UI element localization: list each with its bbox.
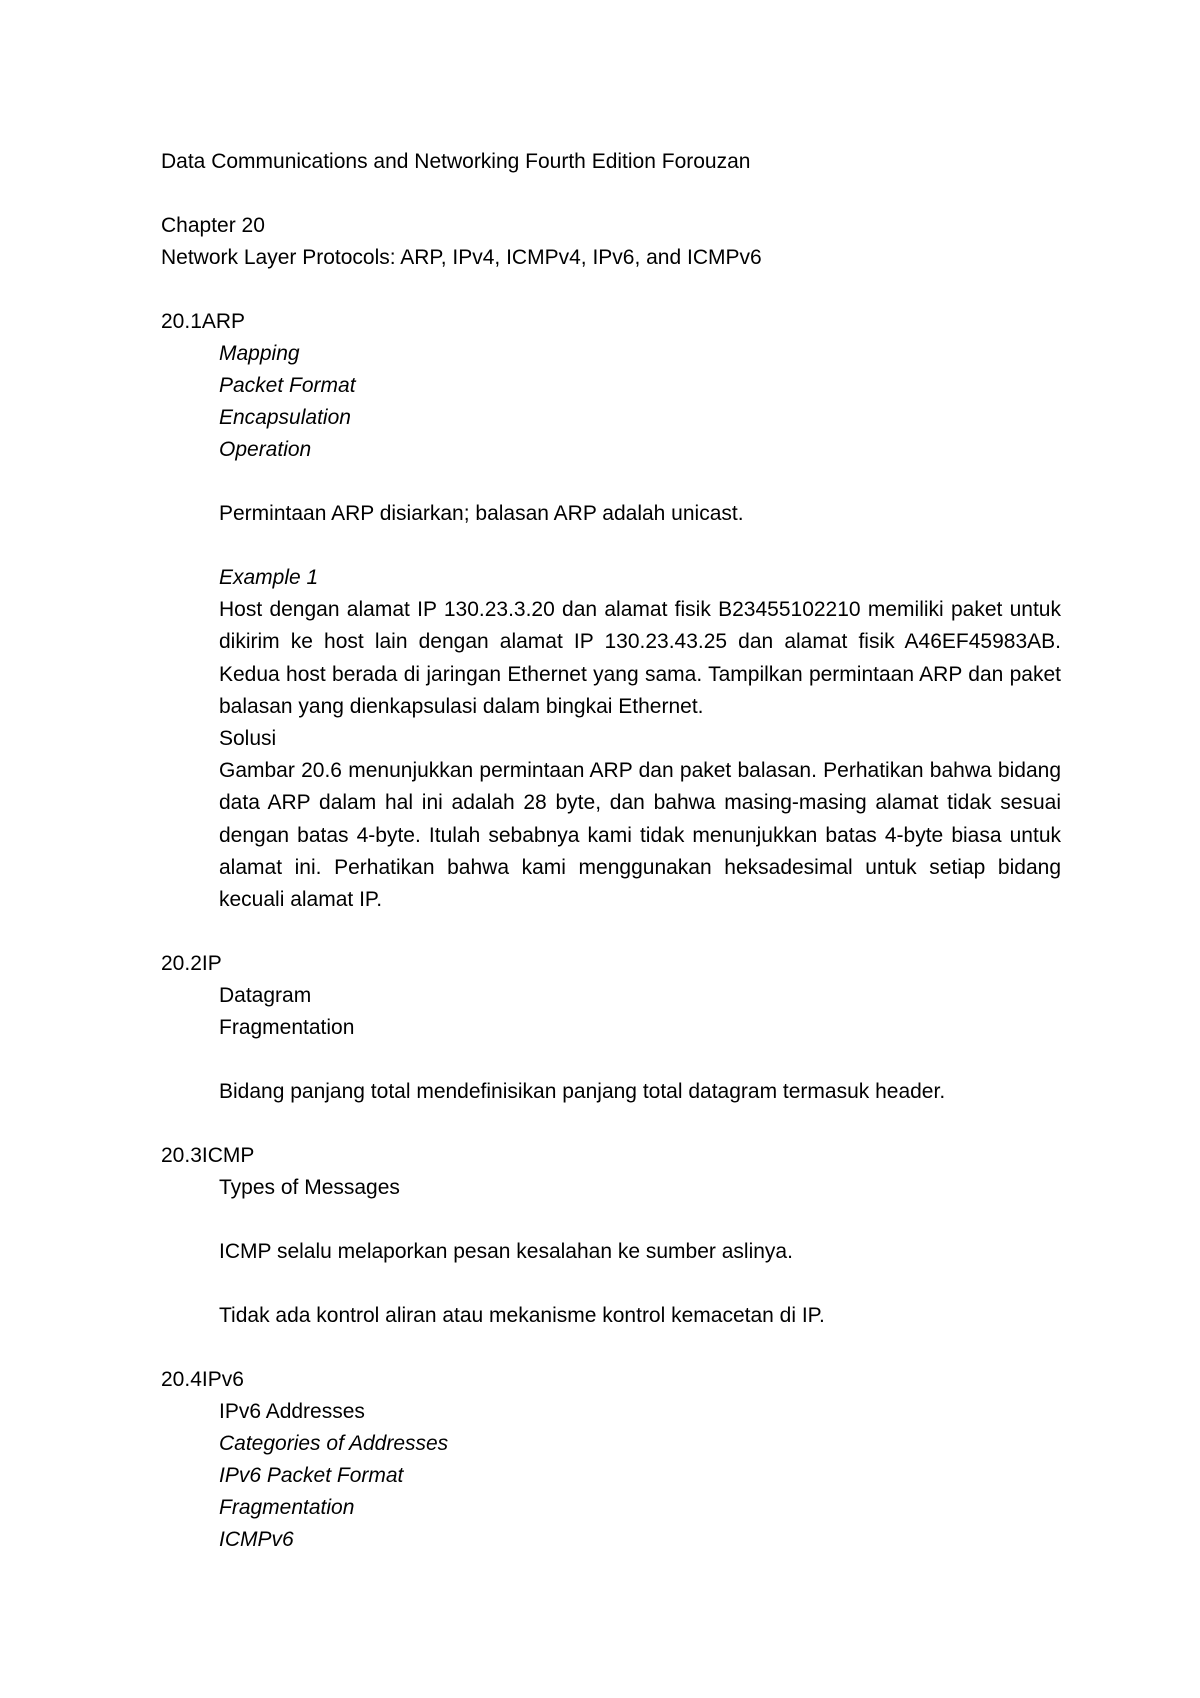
ipv6-topic-fragmentation: Fragmentation [219, 1496, 355, 1519]
solution-label: Solusi [219, 727, 277, 750]
section-heading-icmp: 20.3ICMP [161, 1144, 255, 1167]
ip-topic-fragmentation: Fragmentation [219, 1016, 355, 1039]
arp-topic-operation: Operation [219, 438, 312, 461]
solution-text: Gambar 20.6 menunjukkan permintaan ARP dan paket balasan. Perhatikan bahwa bidang data ARP dalam hal ini adalah 28 byte, dan bahwa masing-masing alamat tidak sesuai dengan batas 4-byte. Itulah sebabnya kami tidak menunjukkan batas 4-byte biasa untuk alamat ini. Perhatikan bahwa kami menggunakan heksadesimal untuk setiap bidang kecuali alamat IP. [219, 759, 1061, 912]
document-title: Data Communications and Networking Fourth Edition Forouzan [161, 150, 751, 173]
icmp-note-1: ICMP selalu melaporkan pesan kesalahan ke sumber aslinya. [219, 1240, 793, 1263]
icmp-topic-types: Types of Messages [219, 1176, 400, 1199]
ip-note: Bidang panjang total mendefinisikan panjang total datagram termasuk header. [219, 1080, 946, 1103]
arp-note: Permintaan ARP disiarkan; balasan ARP adalah unicast. [219, 502, 744, 525]
chapter-title: Network Layer Protocols: ARP, IPv4, ICMPv4, IPv6, and ICMPv6 [161, 246, 762, 269]
ipv6-topic-packet-format: IPv6 Packet Format [219, 1464, 404, 1487]
arp-topic-mapping: Mapping [219, 342, 300, 365]
arp-topic-packet-format: Packet Format [219, 374, 356, 397]
icmp-note-2: Tidak ada kontrol aliran atau mekanisme kontrol kemacetan di IP. [219, 1304, 825, 1327]
ipv6-topic-addresses: IPv6 Addresses [219, 1400, 365, 1423]
chapter-number: Chapter 20 [161, 214, 265, 237]
section-heading-ip: 20.2IP [161, 952, 222, 975]
arp-topic-encapsulation: Encapsulation [219, 406, 351, 429]
section-heading-arp: 20.1ARP [161, 310, 246, 333]
ip-topic-datagram: Datagram [219, 984, 312, 1007]
ipv6-topic-categories: Categories of Addresses [219, 1432, 449, 1455]
example-label: Example 1 [219, 566, 319, 589]
section-heading-ipv6: 20.4IPv6 [161, 1368, 244, 1391]
example-text: Host dengan alamat IP 130.23.3.20 dan alamat fisik B23455102210 memiliki paket untuk dikirim ke host lain dengan alamat IP 130.23.43.25 dan alamat fisik A46EF45983AB. Kedua host berada di jaringan Ethernet yang sama. Tampilkan permintaan ARP dan paket balasan yang dienkapsulasi dalam bingkai Ethernet. [219, 598, 1061, 718]
ipv6-topic-icmpv6: ICMPv6 [219, 1528, 294, 1551]
